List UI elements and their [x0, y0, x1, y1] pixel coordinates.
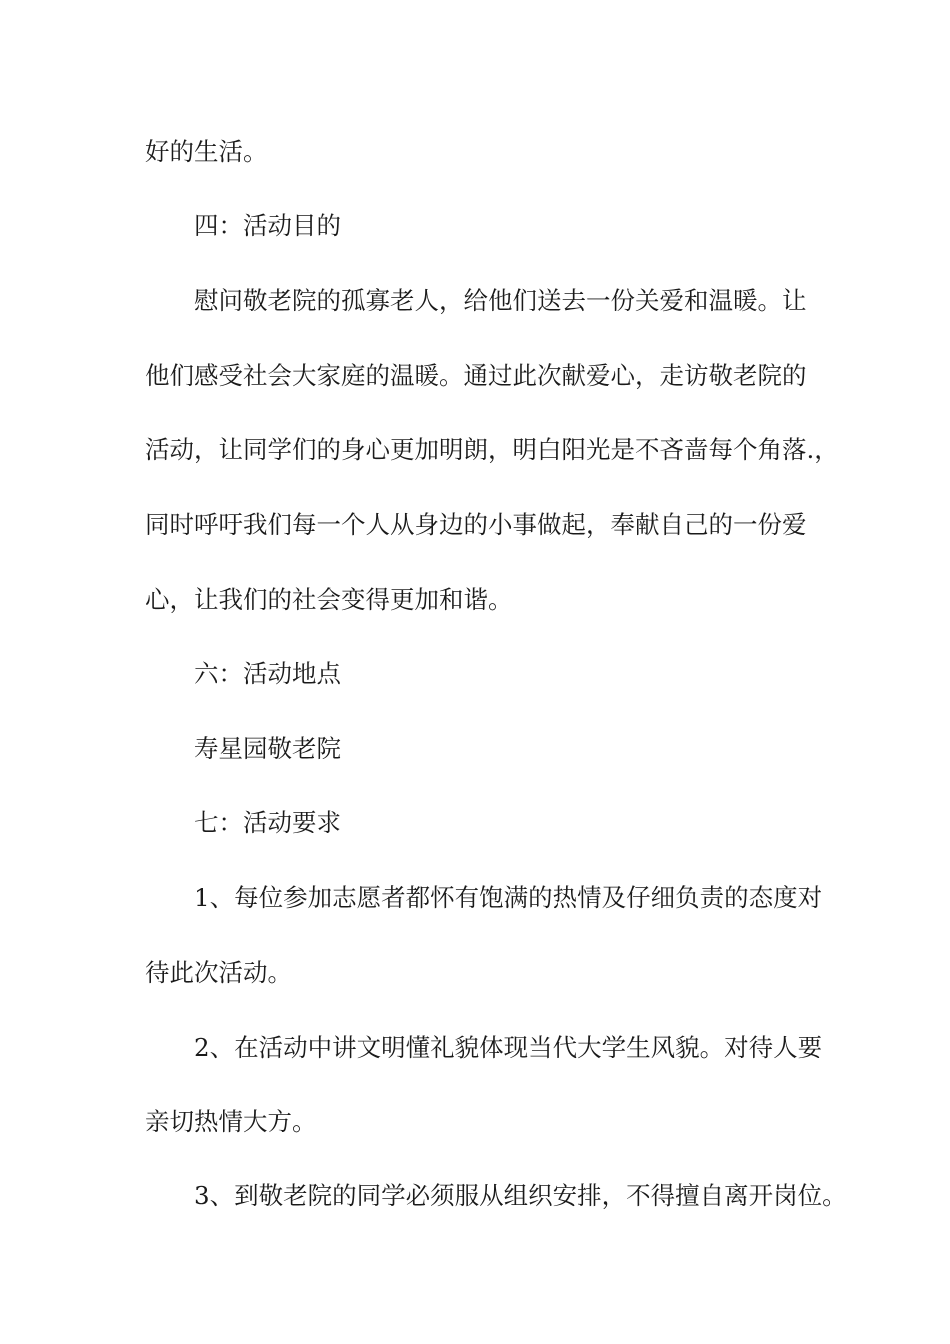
requirement-1-line-1: 1、每位参加志愿者都怀有饱满的热情及仔细负责的态度对 [194, 883, 823, 912]
requirement-2-line-1: 2、在活动中讲文明懂礼貌体现当代大学生风貌。对待人要 [194, 1033, 823, 1062]
location-text: 寿星园敬老院 [194, 734, 341, 763]
purpose-text-line-5: 心，让我们的社会变得更加和谐。 [145, 585, 513, 614]
section-heading-location: 六：活动地点 [194, 659, 341, 688]
purpose-text-line-4: 同时呼吁我们每一个人从身边的小事做起，奉献自己的一份爱 [145, 510, 807, 539]
purpose-text-line-2: 他们感受社会大家庭的温暖。通过此次献爱心，走访敬老院的 [145, 361, 807, 390]
purpose-text-line-1: 慰问敬老院的孤寡老人，给他们送去一份关爱和温暖。让 [194, 286, 807, 315]
requirement-1-line-2: 待此次活动。 [145, 958, 292, 987]
section-heading-requirements: 七：活动要求 [194, 808, 341, 837]
paragraph-continuation: 好的生活。 [145, 137, 268, 166]
section-heading-purpose: 四：活动目的 [194, 211, 341, 240]
requirement-2-line-2: 亲切热情大方。 [145, 1107, 317, 1136]
requirement-3-line-1: 3、到敬老院的同学必须服从组织安排，不得擅自离开岗位。 [194, 1181, 847, 1210]
purpose-text-line-3: 活动，让同学们的身心更加明朗，明白阳光是不吝啬每个角落.， [145, 435, 839, 464]
